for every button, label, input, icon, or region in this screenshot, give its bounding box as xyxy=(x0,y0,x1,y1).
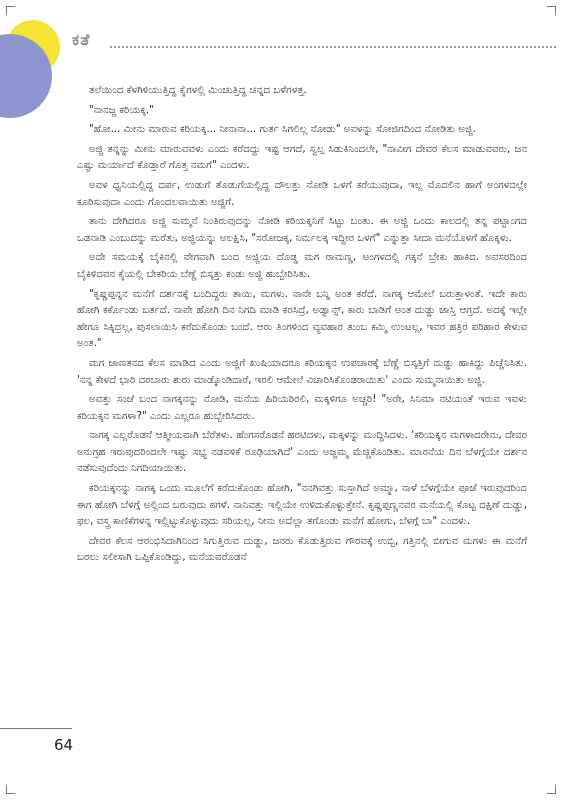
header-dotted-rule xyxy=(110,46,556,48)
paragraph-2: "ನಾನಜ್ಜ ಕರಿಯಕ್ಕ." xyxy=(89,104,154,116)
paragraph-8: "ಕೃಷ್ಣಪ್ಪನ್ನನ ಮನೆಗೆ ದರ್ಶನಕ್ಕೆ ಬಂದಿದ್ದರು ತಾಯಿ, ಮಗಳು. ನಾನೇ ಬನ್ನಿ ಅಂತ ಕರೆದೆ. ನಾಗಕ್ಕ ಆಮೇಲೆ ಬರುತ್ತಾಳಂತೆ. ಇದೇ ಕಾರು ಹೋಗಿ ಕರ್ಕೊಂಡು ಬರ್ತದೆ. ನಾವೇ ಹೋಗಿ ದಿನ ನಿಗದಿ ಮಾಡಿ ಕರಸಿದ್ರೆ, ಅಡ್ವಾನ್ಸ್, ಕಾರು ಬಾಡಿಗೆ ಅಂತ ದುಡ್ಡು ಜಾಸ್ತಿ ಆಗ್ತದೆ. ಅದಕ್ಕೆ ಇಲ್ಲೇ ಹೇಗೂ ಸಿಕ್ಕಿದ್ರಲ್ಲ, ಪುಸಲಾಯಿಸಿ ಕರೆದುಕೊಂಡು ಬಂದೆ. ಆರು ತಿಂಗಳಿಂದ ವ್ಯವಹಾರ ತುಂಬ ಕಮ್ಮಿ ಉಂಟಲ್ಲ, ಇವರ ಹತ್ರಿರ ಪರಿಹಾರ ಕೇಳುವ ಅಂತ." xyxy=(77,288,527,350)
paragraph-10: ಅವತ್ತು ಸಂಜೆ ಬಂದ ನಾಗಕ್ಕನನ್ನು ನೋಡಿ, ಮನೆಯ ಹಿರಿಯರಿರಲಿ, ಮಕ್ಕಳಿಗೂ ಅಚ್ಚರಿ! "ಅರೇ, ಸಿನಿಮಾ ನಟಿಯಂತೆ ಇರುವ ಇವಳು ಕರಿಯಕ್ಕನ ಮಗಳಾ?" ಎಂದು ಎಲ್ಲರೂ ಹುಬ್ಬೇರಿಸಿದರು. xyxy=(77,394,527,422)
paragraph-3: "ಹೋ... ಮೀನು ಮಾರುವ ಕರಿಯಕ್ಕ... ನೀನಾನಾ... ಗುರ್ತ ಸಿಗಲಿಲ್ಲ ನೋಡು" ಅವಳನ್ನು ಸೋಜಿಗದಿಂದ ನೋಡಿತು ಅಜ್ಜಿ. xyxy=(89,124,476,136)
paragraph-1: ತಲೆಯಿಂದ ಕೆಳಗಿಳಿಯುತ್ತಿದ್ದ ಕೈಗಳಲ್ಲಿ ಮಿಂಚುತ್ತಿದ್ದ ಚಿನ್ನದ ಬಳೆಗಳತ್ತ. xyxy=(89,85,307,96)
article-body xyxy=(77,83,527,570)
crop-mark-top-right xyxy=(547,6,556,15)
section-title: ಕತೆ xyxy=(72,30,91,49)
footer-rule xyxy=(0,728,72,729)
paragraph-11: ನಾಗಕ್ಕ ಎಲ್ಲರೊಡನೆ ಆತ್ಮೀಯವಾಗಿ ಬೆರೆತಳು. ಹೆಂಗಸರೊಡನೆ ಹರಟಿದಳು, ಮಕ್ಕಳನ್ನು ಮುದ್ದಿಸಿದಳು. 'ಕರಿಯಕ್ಕನ ಮಗಳಾದರೇನು, ದೇವರ ಅನುಗ್ರಹ ಇರುವುದರಿಂದಲೇ ಇಷ್ಟು ಸಭ್ಯ ನಡವಳಿಕೆ ರೂಢಿಯಾಗಿದೆ' ಎಂದು ಅಜ್ಜಮ್ಮ ಮೆಚ್ಚಿಕೊಂಡಿತು. ಮಾರನೆಯ ದಿನ ಬೆಳಗ್ಗೆಯೇ ದರ್ಶನ ನಡೆಸುವುದೆಂದು ನಿಗದಿಯಾಯಿತು. xyxy=(77,430,527,475)
crop-mark-bottom-left xyxy=(6,785,15,794)
page-number: 64 xyxy=(54,736,74,754)
paragraph-4: ಅಜ್ಜಿ ತನ್ನನ್ನು ಮೀನು ಮಾರುವವಳು ಎಂದು ಕರೆದದ್ದು ಇಷ್ಟ ಆಗದೆ, ಸ್ವಲ್ಪ ಸಿಡುಕಿನಿಂದಲೇ, "ನಾವೀಗ ದೇವರ ಕೆಲಸ ಮಾಡುವವರು, ಜನ ಎಷ್ಟು ಮರ್ಯಾದೆ ಕೊಡ್ತಾರೆ ಗೊತ್ತ ನಮಗೆ" ಎಂದಳು. xyxy=(77,143,527,172)
paragraph-13: ದೇವರ ಕೆಲಸ ಆರಂಭಿಸಿದಾಗಿನಿಂದ ಸಿಗುತ್ತಿರುವ ದುಡ್ಡು, ಜನರು ಕೊಡುತ್ತಿರುವ ಗೌರವಕ್ಕೆ ಉಬ್ಬಿ, ಗತ್ತಿನಲ್ಲಿ ಬೀಗುವ ಮಗಳು ಈ ಮನೆಗೆ ಬರಲು ಸಲೀಸಾಗಿ ಒಪ್ಪಿಕೊಂಡಿದ್ದು, ಮನೆಯವರೊಡನೆ xyxy=(77,535,527,564)
paragraph-9: ಮಗ ಜಾಣತನದ ಕೆಲಸ ಮಾಡಿದ ಎಂದು ಅಜ್ಜಿಗೆ ಖುಷಿಯಾದರೂ ಕರಿಯಕ್ಕನ ಉಪಚಾರಕ್ಕೆ ಬೆಣ್ಣೆ ಬಿಸ್ಕತ್ತಿಗೆ ದುಡ್ಡು ಹಾಕಿದ್ದು ಪಿಚ್ಚೆನಿಸಿತು. 'ನನ್ನ ಕೇಳದೆ ಭಾರಿ ದರಬಾರು ಶುರು ಮಾಡ್ಕೊಂಡಿದಾರೆ, ಇರಲಿ ಆಮೇಲೆ ವಿಚಾರಿಸಿಕೊಂಡರಾಯಿತು' ಎಂದು ಸುಮ್ಮನಾಯಿತು ಅಜ್ಜಿ. xyxy=(77,357,527,386)
crop-mark-top-left xyxy=(6,6,15,15)
paragraph-7: ಅದೇ ಸಮಯಕ್ಕೆ ಬೈಕಿನಲ್ಲಿ ವೇಗವಾಗಿ ಬಂದ ಅಜ್ಜಿಯ ದೊಡ್ಡ ಮಗ ರಾಮಣ್ಣ, ಅಂಗಳದಲ್ಲಿ ಗಕ್ಕನೆ ಬ್ರೇಕು ಹಾಕಿದ. ಅವಸರದಿಂದ ಬೈಕಿಳಿದವನ ಕೈಯಲ್ಲಿ ಬೇಕರಿಯ ಬೆಣ್ಣೆ ಬಿಸ್ಕತ್ತು ಕಂಡು ಅಜ್ಜಿ ಹುಬ್ಬೇರಿಸಿತು. xyxy=(77,252,527,280)
crop-mark-bottom-right xyxy=(547,785,556,794)
paragraph-5: ಅವಳ ಧ್ವನಿಯಲ್ಲಿದ್ದ ದರ್ಪ, ಉಡುಗೆ ತೊಡುಗೆಯಲ್ಲಿದ್ದ ದೌಲತ್ತು ನೋಡಿ ಒಳಗೆ ಕರೆಯುವುದಾ, ಇಲ್ಲ ಮೊದಲಿನ ಹಾಗೆ ಅಂಗಳದಲ್ಲೇ ಕೂರಿಸುವುದಾ ಎಂದು ಗೊಂದಲವಾಯಿತು ಅಜ್ಜಿಗೆ. xyxy=(77,179,527,208)
paragraph-12: ಕರಿಯಕ್ಕನನ್ನು ನಾಗಕ್ಕ ಒಂದು ಮೂಲೆಗೆ ಕರೆದುಕೊಂಡು ಹೋಗಿ, "ನನಗಿವತ್ತು ಸುಸ್ತಾಗಿದೆ ಅಮ್ಮಾ, ನಾಳೆ ಬೆಳಗ್ಗೆಯೇ ಪೂಜೆ ಇರುವುದರಿಂದ ಈಗ ಹೋಗಿ ಬೆಳಗ್ಗೆ ಅಲ್ಲಿಂದ ಬರುವುದು ಠಗಳೆ. ನಾನಿವತ್ತು ಇಲ್ಲಿಯೇ ಉಳಿದುಕೊಳ್ಳುತ್ತೇನೆ. ಕೃಷ್ಣಪ್ಪಣ್ಣನವರ ಮನೆಯಲ್ಲಿ ಕೊಟ್ಟ ದಕ್ಷಿಣೆ ದುಡ್ಡು, ಫಲ, ವಸ್ತ್ರ ಕಾಣಿಕೆಗಳನ್ನ ಇಲ್ಲಿಟ್ಟುಕೊಳ್ಳುವುದು ಸರಿಯಲ್ಲ, ನೀನು ಅದೆಲ್ಲಾ ತಗೊಂಡು ಮನೆಗೆ ಹೋಗು, ಬೆಳಗ್ಗೆ ಬಾ" ಎಂದಳು. xyxy=(77,483,527,528)
paragraph-6: ತಾನು ದೇಗಿದರೂ ಅಜ್ಜಿ ಸುಮ್ಮನೆ ನಿಂತಿರುವುದನ್ನು ನೋಡಿ ಕರಿಯಕ್ಕನಿಗೆ ಸಿಟ್ಟು ಬಂತು. ಈ ಅಜ್ಜಿ ಒಂದು ಕಾಲದಲ್ಲಿ ತನ್ನ ಪಟ್ಟಾಂಗದ ಒಡನಾಡಿ ಎಂಬುದನ್ನು ಮರೆತು, ಅಜ್ಜಿಯನ್ನು ಅಲಕ್ಷಿಸಿ, "ಸರೋಜಕ್ಕ, ನಿರ್ಮಲಕ್ಕ ಇದ್ದೀರ ಒಳಗೆ" ಎನ್ನುತ್ತಾ ಸೀದಾ ಮನೆಯೊಳಗೆ ಹೊಕ್ಕಳು. xyxy=(77,216,527,244)
